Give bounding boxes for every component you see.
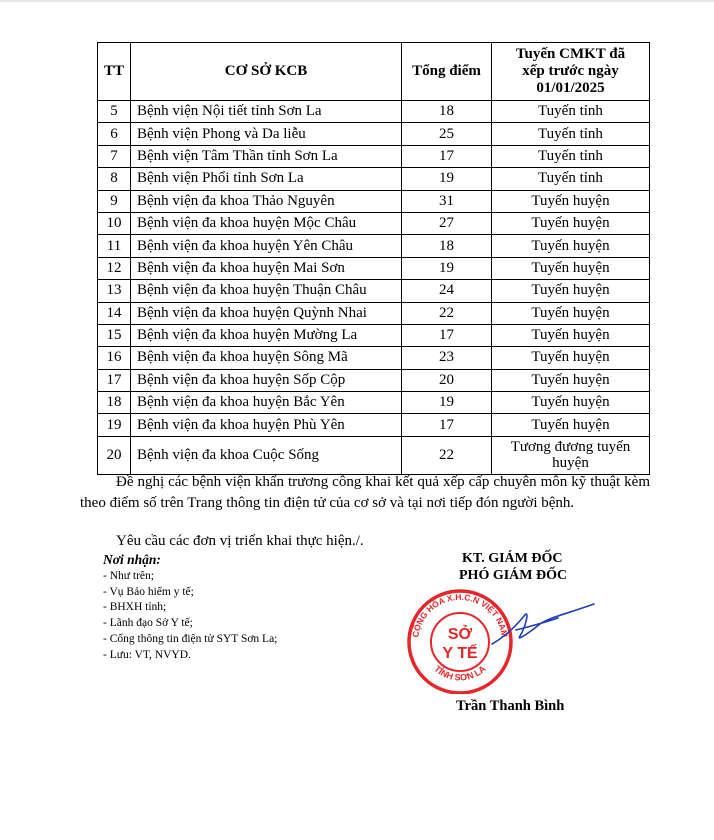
row-level: Tuyến tỉnh bbox=[492, 145, 650, 167]
row-score: 22 bbox=[402, 436, 492, 474]
row-facility-name: Bệnh viện đa khoa huyện Thuận Châu bbox=[131, 280, 402, 302]
table-row bbox=[98, 101, 650, 123]
row-number: 16 bbox=[98, 347, 131, 369]
table-row bbox=[98, 145, 650, 167]
table-row bbox=[98, 392, 650, 414]
row-score: 17 bbox=[402, 324, 492, 346]
row-facility-name: Bệnh viện đa khoa huyện Sông Mã bbox=[131, 347, 402, 369]
row-score: 22 bbox=[402, 302, 492, 324]
row-score: 24 bbox=[402, 280, 492, 302]
header-score: Tổng điểm bbox=[402, 43, 492, 101]
row-level: Tuyến huyện bbox=[492, 347, 650, 369]
header-tt: TT bbox=[98, 43, 131, 101]
row-facility-name: Bệnh viện đa khoa huyện Mường La bbox=[131, 324, 402, 346]
row-facility-name: Bệnh viện đa khoa huyện Mộc Châu bbox=[131, 212, 402, 234]
row-score: 18 bbox=[402, 101, 492, 123]
row-level: Tuyến tỉnh bbox=[492, 123, 650, 145]
row-number: 12 bbox=[98, 257, 131, 279]
table-row bbox=[98, 212, 650, 234]
row-facility-name: Bệnh viện đa khoa huyện Yên Châu bbox=[131, 235, 402, 257]
row-facility-name: Bệnh viện Tâm Thần tỉnh Sơn La bbox=[131, 145, 402, 167]
row-level: Tuyến huyện bbox=[492, 414, 650, 436]
row-score: 19 bbox=[402, 257, 492, 279]
row-level: Tuyến huyện bbox=[492, 369, 650, 391]
row-facility-name: Bệnh viện đa khoa huyện Mai Sơn bbox=[131, 257, 402, 279]
table-row bbox=[98, 414, 650, 436]
signature-title-line2: PHÓ GIÁM ĐỐC bbox=[459, 568, 568, 583]
row-number: 11 bbox=[98, 235, 131, 257]
row-level: Tuyến tỉnh bbox=[492, 101, 650, 123]
row-score: 20 bbox=[402, 369, 492, 391]
recipients-list bbox=[103, 569, 277, 663]
recipient-item: - Lưu: VT, NVYD. bbox=[103, 648, 191, 661]
row-score: 31 bbox=[402, 190, 492, 212]
table-row bbox=[98, 302, 650, 324]
row-score: 17 bbox=[402, 414, 492, 436]
row-score: 19 bbox=[402, 392, 492, 414]
row-level: Tuyến huyện bbox=[492, 392, 650, 414]
row-score: 18 bbox=[402, 235, 492, 257]
recipient-item: - BHXH tỉnh; bbox=[103, 601, 167, 614]
row-number: 20 bbox=[98, 436, 131, 474]
recipients-title: Nơi nhận: bbox=[103, 552, 161, 567]
row-level-line1: Tương đương tuyến bbox=[510, 439, 631, 456]
row-facility-name: Bệnh viện đa khoa huyện Quỳnh Nhai bbox=[131, 302, 402, 324]
table-row bbox=[98, 280, 650, 302]
row-facility-name: Bệnh viện Phong và Da liễu bbox=[131, 123, 402, 145]
row-level: Tuyến huyện bbox=[492, 190, 650, 212]
header-level-line3: 01/01/2025 bbox=[536, 80, 605, 96]
header-level-line1: Tuyến CMKT đã bbox=[515, 46, 626, 62]
row-number: 10 bbox=[98, 212, 131, 234]
row-level: Tuyến huyện bbox=[492, 280, 650, 302]
table-row bbox=[98, 369, 650, 391]
table-header-row bbox=[98, 43, 650, 101]
row-level bbox=[492, 436, 650, 474]
paragraph-announcement: Đề nghị các bệnh viện khẩn trương công khai kết quả xếp cấp chuyên môn kỹ thuật kèm theo điểm số trên Trang thông tin điện tử của cơ sở và tại nơi tiếp đón người bệnh. bbox=[80, 474, 650, 511]
row-score: 25 bbox=[402, 123, 492, 145]
table-row bbox=[98, 324, 650, 346]
row-level: Tuyến tỉnh bbox=[492, 168, 650, 190]
row-number: 19 bbox=[98, 414, 131, 436]
signer-name: Trần Thanh Bình bbox=[456, 698, 565, 714]
row-facility-name: Bệnh viện đa khoa huyện Sốp Cộp bbox=[131, 369, 402, 391]
row-number: 17 bbox=[98, 369, 131, 391]
row-number: 13 bbox=[98, 280, 131, 302]
top-border bbox=[0, 0, 714, 2]
seal-center-line1: SỞ bbox=[447, 626, 473, 643]
header-level-line2: xếp trước ngày bbox=[522, 63, 619, 79]
facility-table bbox=[97, 42, 650, 475]
handwritten-signature bbox=[486, 596, 598, 650]
recipient-item: - Lãnh đạo Sở Y tế; bbox=[103, 617, 193, 630]
row-number: 9 bbox=[98, 190, 131, 212]
row-facility-name: Bệnh viện đa khoa Thảo Nguyên bbox=[131, 190, 402, 212]
paragraph-request: Yêu cầu các đơn vị triển khai thực hiện./. bbox=[116, 533, 364, 549]
row-facility-name: Bệnh viện đa khoa huyện Bắc Yên bbox=[131, 392, 402, 414]
header-level bbox=[492, 43, 650, 101]
row-level: Tuyến huyện bbox=[492, 235, 650, 257]
header-facility: CƠ SỞ KCB bbox=[131, 43, 402, 101]
row-facility-name: Bệnh viện Nội tiết tỉnh Sơn La bbox=[131, 101, 402, 123]
row-facility-name: Bệnh viện đa khoa Cuộc Sống bbox=[131, 436, 402, 474]
row-score: 19 bbox=[402, 168, 492, 190]
row-facility-name: Bệnh viện đa khoa huyện Phù Yên bbox=[131, 414, 402, 436]
seal-top-text: CỘNG HÒA X.H.C.N VIỆT NAM bbox=[410, 591, 510, 639]
row-level: Tuyến huyện bbox=[492, 212, 650, 234]
row-level: Tuyến huyện bbox=[492, 302, 650, 324]
table-row bbox=[98, 347, 650, 369]
row-facility-name: Bệnh viện Phổi tỉnh Sơn La bbox=[131, 168, 402, 190]
recipient-item: - Như trên; bbox=[103, 570, 154, 582]
row-level: Tuyến huyện bbox=[492, 257, 650, 279]
row-number: 6 bbox=[98, 123, 131, 145]
recipient-item: - Cổng thông tin điện tử SYT Sơn La; bbox=[103, 632, 278, 645]
row-number: 5 bbox=[98, 101, 131, 123]
row-number: 15 bbox=[98, 324, 131, 346]
table-row bbox=[98, 436, 650, 474]
row-number: 18 bbox=[98, 392, 131, 414]
svg-text:TỈNH SƠN LA bbox=[432, 663, 488, 682]
table-row bbox=[98, 168, 650, 190]
row-level: Tuyến huyện bbox=[492, 324, 650, 346]
row-score: 27 bbox=[402, 212, 492, 234]
recipient-item: - Vụ Bảo hiểm y tế; bbox=[103, 585, 194, 598]
table-row bbox=[98, 190, 650, 212]
row-score: 17 bbox=[402, 145, 492, 167]
row-number: 7 bbox=[98, 145, 131, 167]
seal-bottom-text: TỈNH SƠN LA bbox=[432, 663, 488, 683]
row-score: 23 bbox=[402, 347, 492, 369]
table-row bbox=[98, 235, 650, 257]
signature-title-line1: KT. GIÁM ĐỐC bbox=[462, 551, 563, 566]
seal-center-line2: Y TẾ bbox=[442, 645, 478, 662]
row-number: 14 bbox=[98, 302, 131, 324]
row-level-line2: huyện bbox=[552, 455, 589, 472]
table-row bbox=[98, 123, 650, 145]
table-row bbox=[98, 257, 650, 279]
row-number: 8 bbox=[98, 168, 131, 190]
